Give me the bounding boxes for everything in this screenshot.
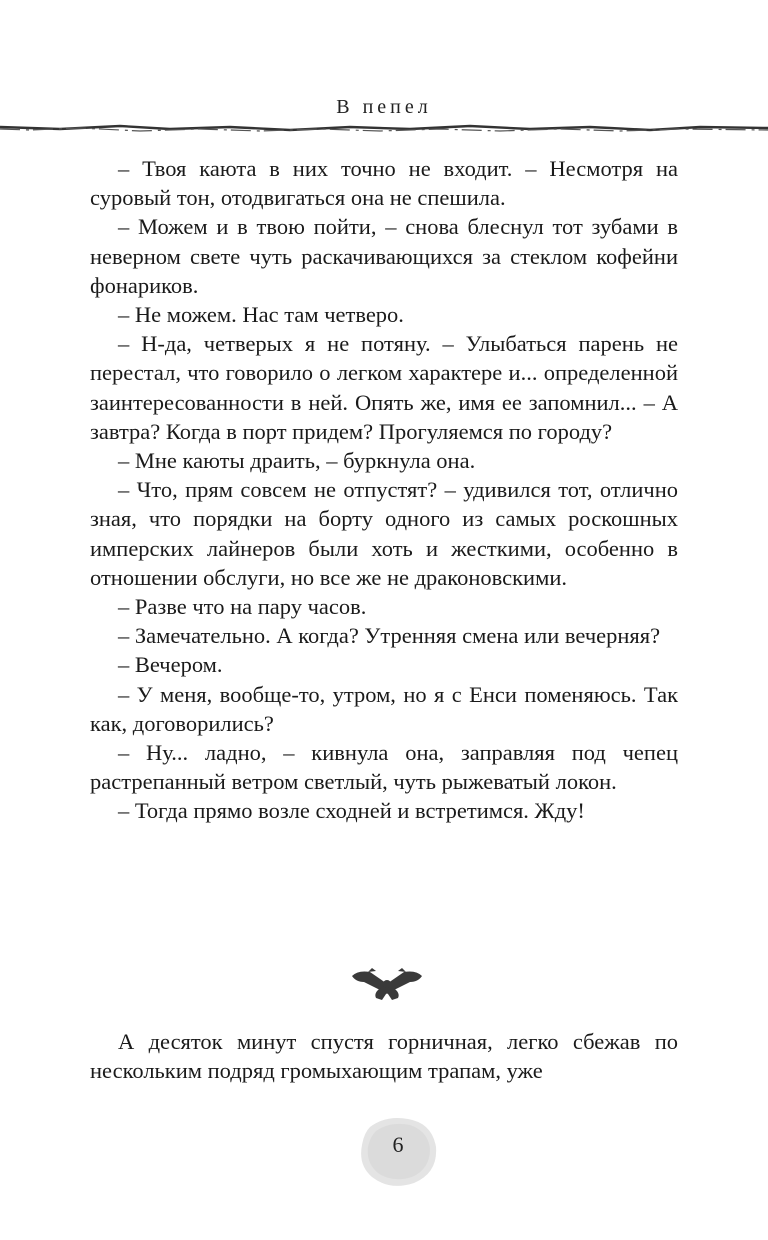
paragraph: – Можем и в твою пойти, – снова блеснул тот зубами в неверном свете чуть раскачивающихся за стеклом кофейни фонариков. [90, 214, 678, 298]
body-text [90, 154, 678, 826]
running-header: В пепел [336, 96, 432, 118]
paragraph: – Замечательно. А когда? Утренняя смена или вечерняя? [118, 623, 661, 649]
paragraph: – Не можем. Нас там четверо. [118, 302, 404, 328]
paragraph: – Н-да, четверых я не потяну. – Улыбаться парень не перестал, что говорило о легком характере и... определенной заинтересованности в ней. Опять же, имя ее запомнил... – А завтра? Когда в порт придем? Прогуляемся по городу? [90, 331, 678, 444]
crossed-pistols-icon [348, 962, 426, 1006]
paragraph: – Разве что на пару часов. [118, 594, 367, 620]
paragraph: – Тогда прямо возле сходней и встретимся. Жду! [118, 798, 585, 824]
header-rule [0, 119, 768, 141]
paragraph: – У меня, вообще-то, утром, но я с Енси поменяюсь. Так как, договорились? [90, 681, 678, 736]
page-number: 6 [392, 1132, 404, 1157]
paragraph: – Вечером. [118, 652, 223, 678]
paragraph: – Твоя каюта в них точно не входит. – Несмотря на суровый тон, отодвигаться она не спешила. [90, 156, 678, 211]
paragraph: – Мне каюты драить, – буркнула она. [118, 448, 476, 474]
paragraph: – Что, прям совсем не отпустят? – удивился тот, отлично зная, что порядки на борту одного из самых роскошных имперских лайнеров были хоть и жесткими, особенно в отношении обслуги, но все же не драконовскими. [90, 477, 678, 590]
paragraph: – Ну... ладно, – кивнула она, заправляя под чепец растрепанный ветром светлый, чуть рыжеватый локон. [90, 740, 678, 795]
after-break-text [90, 1027, 678, 1085]
paragraph: А десяток минут спустя горничная, легко сбежав по нескольким подряд громыхающим трапам, уже [90, 1029, 678, 1084]
